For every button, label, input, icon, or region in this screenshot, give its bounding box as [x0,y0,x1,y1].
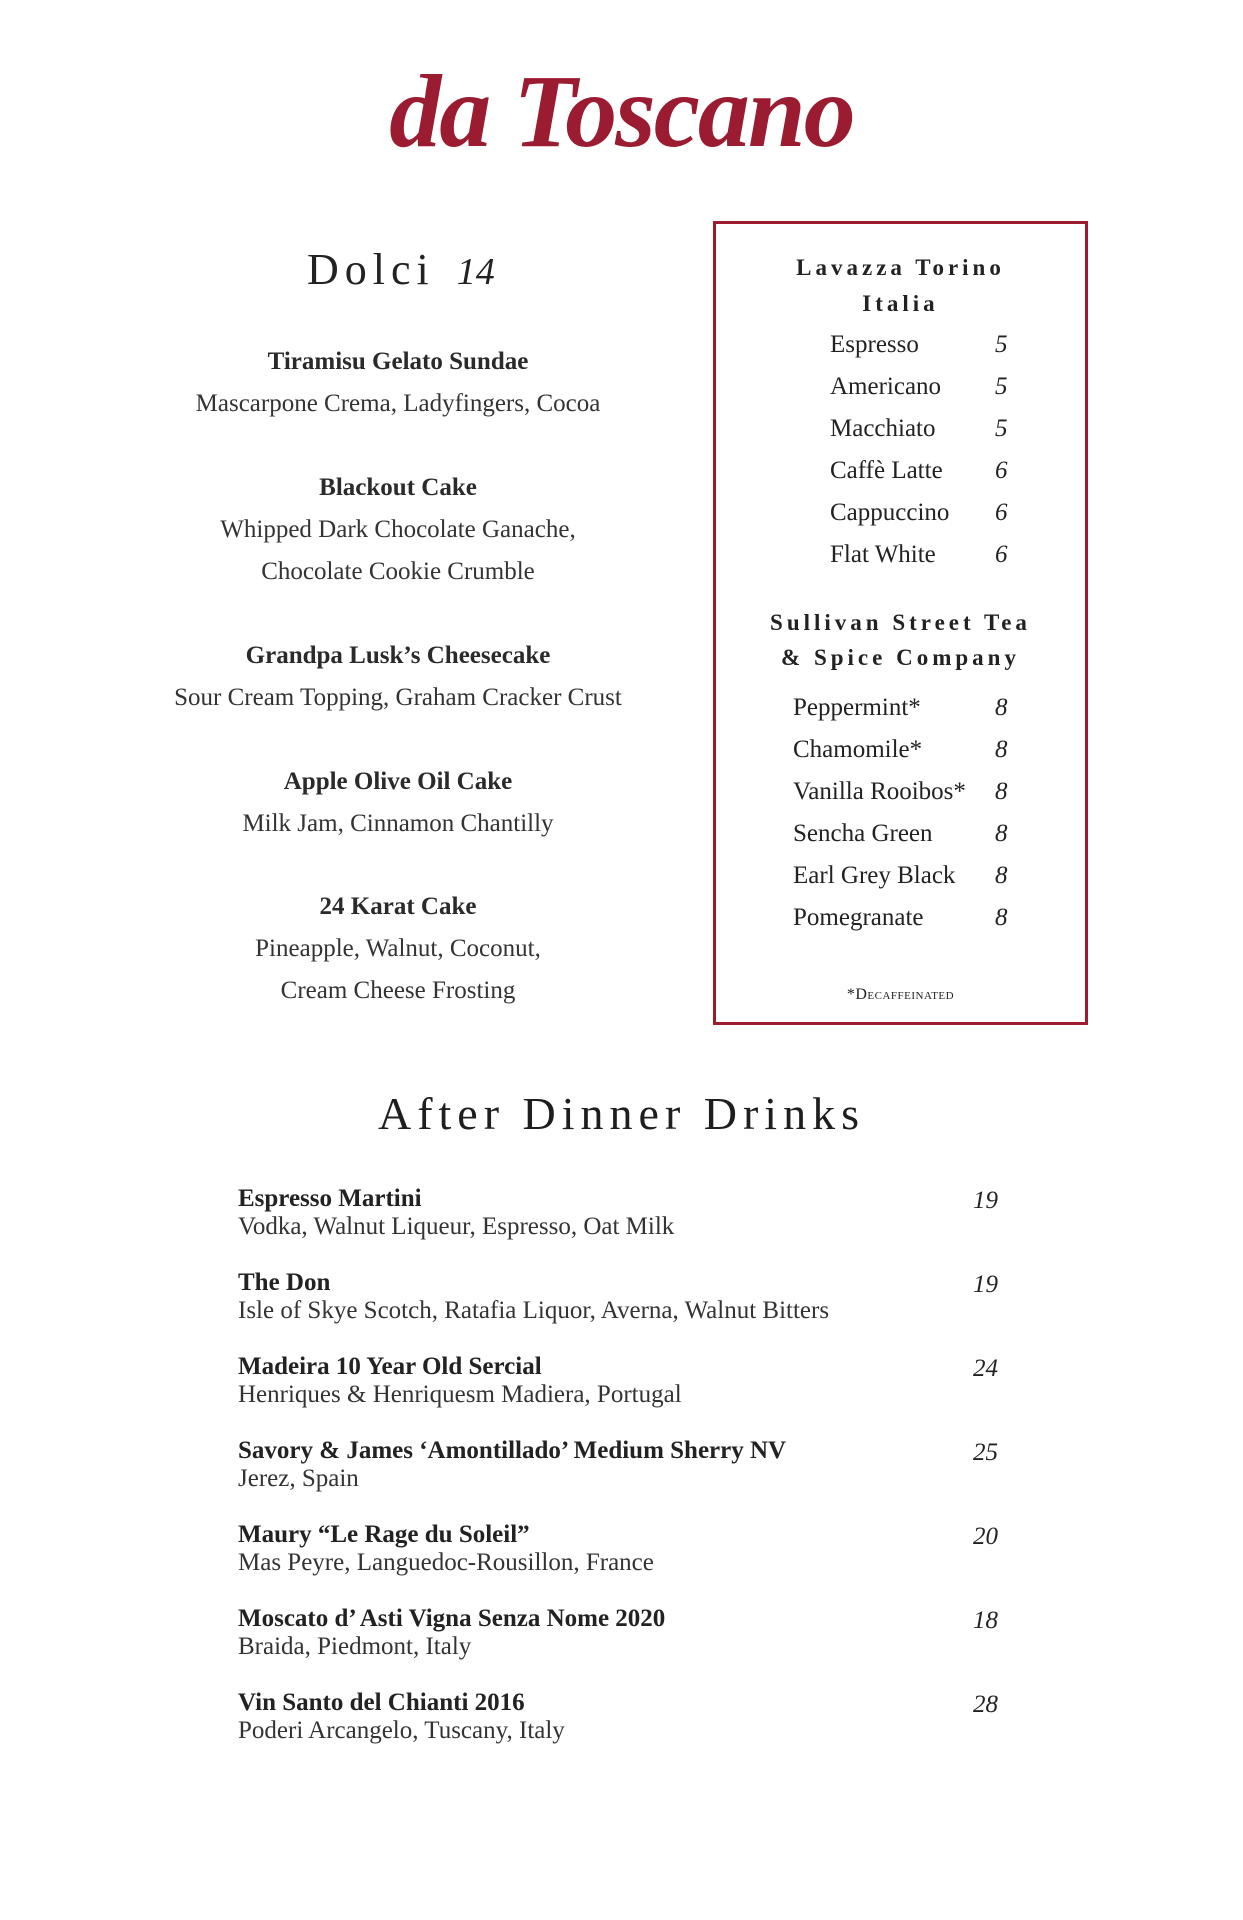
dessert-name: 24 Karat Cake [319,893,477,920]
item-price: 5 [995,373,1008,400]
dessert-item [148,341,648,425]
drink-item [238,1269,998,1325]
item-price: 8 [995,904,1008,931]
drink-item [238,1185,998,1241]
drink-item [238,1353,998,1409]
drink-item [238,1605,998,1661]
item-name: Espresso [830,331,919,358]
decaf-footnote: *Decaffeinated [846,986,955,1003]
tea-item [793,855,1093,897]
drink-desc: Jerez, Spain [238,1465,359,1492]
tea-item [793,729,1093,771]
drink-desc: Mas Peyre, Languedoc-Rousillon, France [238,1549,654,1576]
dessert-item [148,635,648,719]
coffee-tea-box [713,221,1088,1025]
coffee-item [830,324,1130,366]
tea-item [793,813,1093,855]
item-price: 6 [995,499,1008,526]
drink-price: 18 [973,1607,998,1634]
dessert-desc: Whipped Dark Chocolate Ganache, [220,516,576,543]
dolci-price: 14 [456,251,495,293]
coffee-heading-line2: Italia [862,291,939,316]
item-name: Vanilla Rooibos* [793,778,966,805]
tea-item [793,687,1093,729]
item-name: Sencha Green [793,820,933,847]
item-name: Macchiato [830,415,936,442]
dessert-name: Apple Olive Oil Cake [283,768,513,795]
drink-item [238,1437,998,1493]
drink-price: 20 [973,1523,998,1550]
dessert-name: Tiramisu Gelato Sundae [267,348,529,375]
item-name: Flat White [830,541,936,568]
item-price: 8 [995,736,1008,763]
drink-item [238,1689,998,1745]
item-name: Pomegranate [793,904,924,931]
dessert-desc: Chocolate Cookie Crumble [261,558,535,585]
dessert-desc: Sour Cream Topping, Graham Cracker Crust [174,684,622,711]
item-name: Caffè Latte [830,457,943,484]
drink-name: Maury “Le Rage du Soleil” [238,1521,530,1548]
drink-name: Espresso Martini [238,1185,422,1212]
dolci-title: Dolci [307,245,435,294]
item-price: 6 [995,457,1008,484]
after-dinner-drinks-heading: After Dinner Drinks [377,1088,865,1139]
dessert-name: Blackout Cake [319,474,477,501]
drink-price: 28 [973,1691,998,1718]
item-price: 8 [995,862,1008,889]
item-name: Chamomile* [793,736,923,763]
restaurant-logo: da Toscano [389,54,854,169]
drink-price: 19 [973,1187,998,1214]
coffee-heading-line1: Lavazza Torino [796,255,1005,280]
item-name: Earl Grey Black [793,862,956,889]
drink-desc: Poderi Arcangelo, Tuscany, Italy [238,1717,565,1744]
tea-heading-line1: Sullivan Street Tea [770,610,1031,635]
dessert-desc: Milk Jam, Cinnamon Chantilly [242,810,554,837]
drink-name: The Don [238,1269,331,1296]
item-price: 8 [995,694,1008,721]
drink-desc: Braida, Piedmont, Italy [238,1633,472,1660]
item-price: 8 [995,778,1008,805]
dessert-desc: Cream Cheese Frosting [280,977,516,1004]
item-name: Americano [830,373,942,400]
drink-name: Madeira 10 Year Old Sercial [238,1353,542,1380]
drink-desc: Isle of Skye Scotch, Ratafia Liquor, Averna, Walnut Bitters [238,1297,830,1324]
drink-desc: Henriques & Henriquesm Madiera, Portugal [238,1381,682,1408]
tea-item [793,897,1093,939]
drink-price: 19 [973,1271,998,1298]
drink-name: Moscato d’ Asti Vigna Senza Nome 2020 [238,1605,666,1632]
item-price: 8 [995,820,1008,847]
dolci-heading [307,244,495,298]
coffee-item [830,408,1130,450]
dessert-name: Grandpa Lusk’s Cheesecake [245,642,551,669]
item-price: 5 [995,331,1008,358]
item-price: 6 [995,541,1008,568]
coffee-item [830,534,1130,576]
tea-item [793,771,1093,813]
dessert-item [148,761,648,845]
item-name: Cappuccino [830,499,950,526]
coffee-item [830,450,1130,492]
item-name: Peppermint* [793,694,921,721]
dessert-desc: Pineapple, Walnut, Coconut, [255,935,541,962]
dessert-desc: Mascarpone Crema, Ladyfingers, Cocoa [195,390,601,417]
drink-price: 24 [973,1355,998,1382]
drink-price: 25 [973,1439,998,1466]
drink-item [238,1521,998,1577]
drink-desc: Vodka, Walnut Liqueur, Espresso, Oat Milk [238,1213,675,1240]
coffee-item [830,492,1130,534]
tea-heading-line2: & Spice Company [781,645,1020,670]
item-price: 5 [995,415,1008,442]
drink-name: Vin Santo del Chianti 2016 [238,1689,525,1716]
dessert-item [148,886,648,1012]
dessert-item [148,467,648,593]
drink-name: Savory & James ‘Amontillado’ Medium Sherry NV [238,1437,787,1464]
coffee-item [830,366,1130,408]
